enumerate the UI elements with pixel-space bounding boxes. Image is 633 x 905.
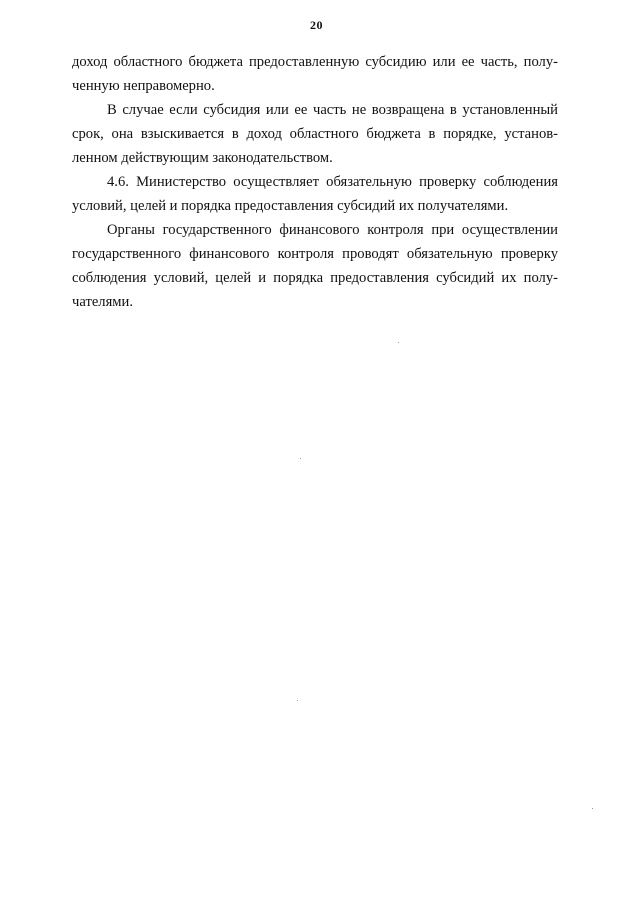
scan-speck [398,342,399,343]
text-line: ченную неправомерно. [72,78,215,94]
text-line: чателями. [72,294,133,310]
text-line: В случае если субсидия или ее часть не возвращена в установленный [107,102,558,118]
text-line: Органы государственного финансового контроля при осуществлении [107,222,558,238]
text-line: соблюдения условий, целей и порядка предоставления субсидий их полу- [72,270,558,286]
page-number: 20 [310,18,323,32]
scan-speck [592,808,593,809]
text-line: доход областного бюджета предоставленную субсидию или ее часть, полу- [72,54,558,70]
scan-speck [297,700,298,701]
text-line: срок, она взыскивается в доход областного бюджета в порядке, установ- [72,126,558,142]
text-line: ленном действующим законодательством. [72,150,333,166]
text-line: 4.6. Министерство осуществляет обязательную проверку соблюдения [107,174,558,190]
text-line: условий, целей и порядка предоставления субсидий их получателями. [72,198,509,214]
scan-speck [300,458,301,459]
text-line: государственного финансового контроля проводят обязательную проверку [72,246,558,262]
